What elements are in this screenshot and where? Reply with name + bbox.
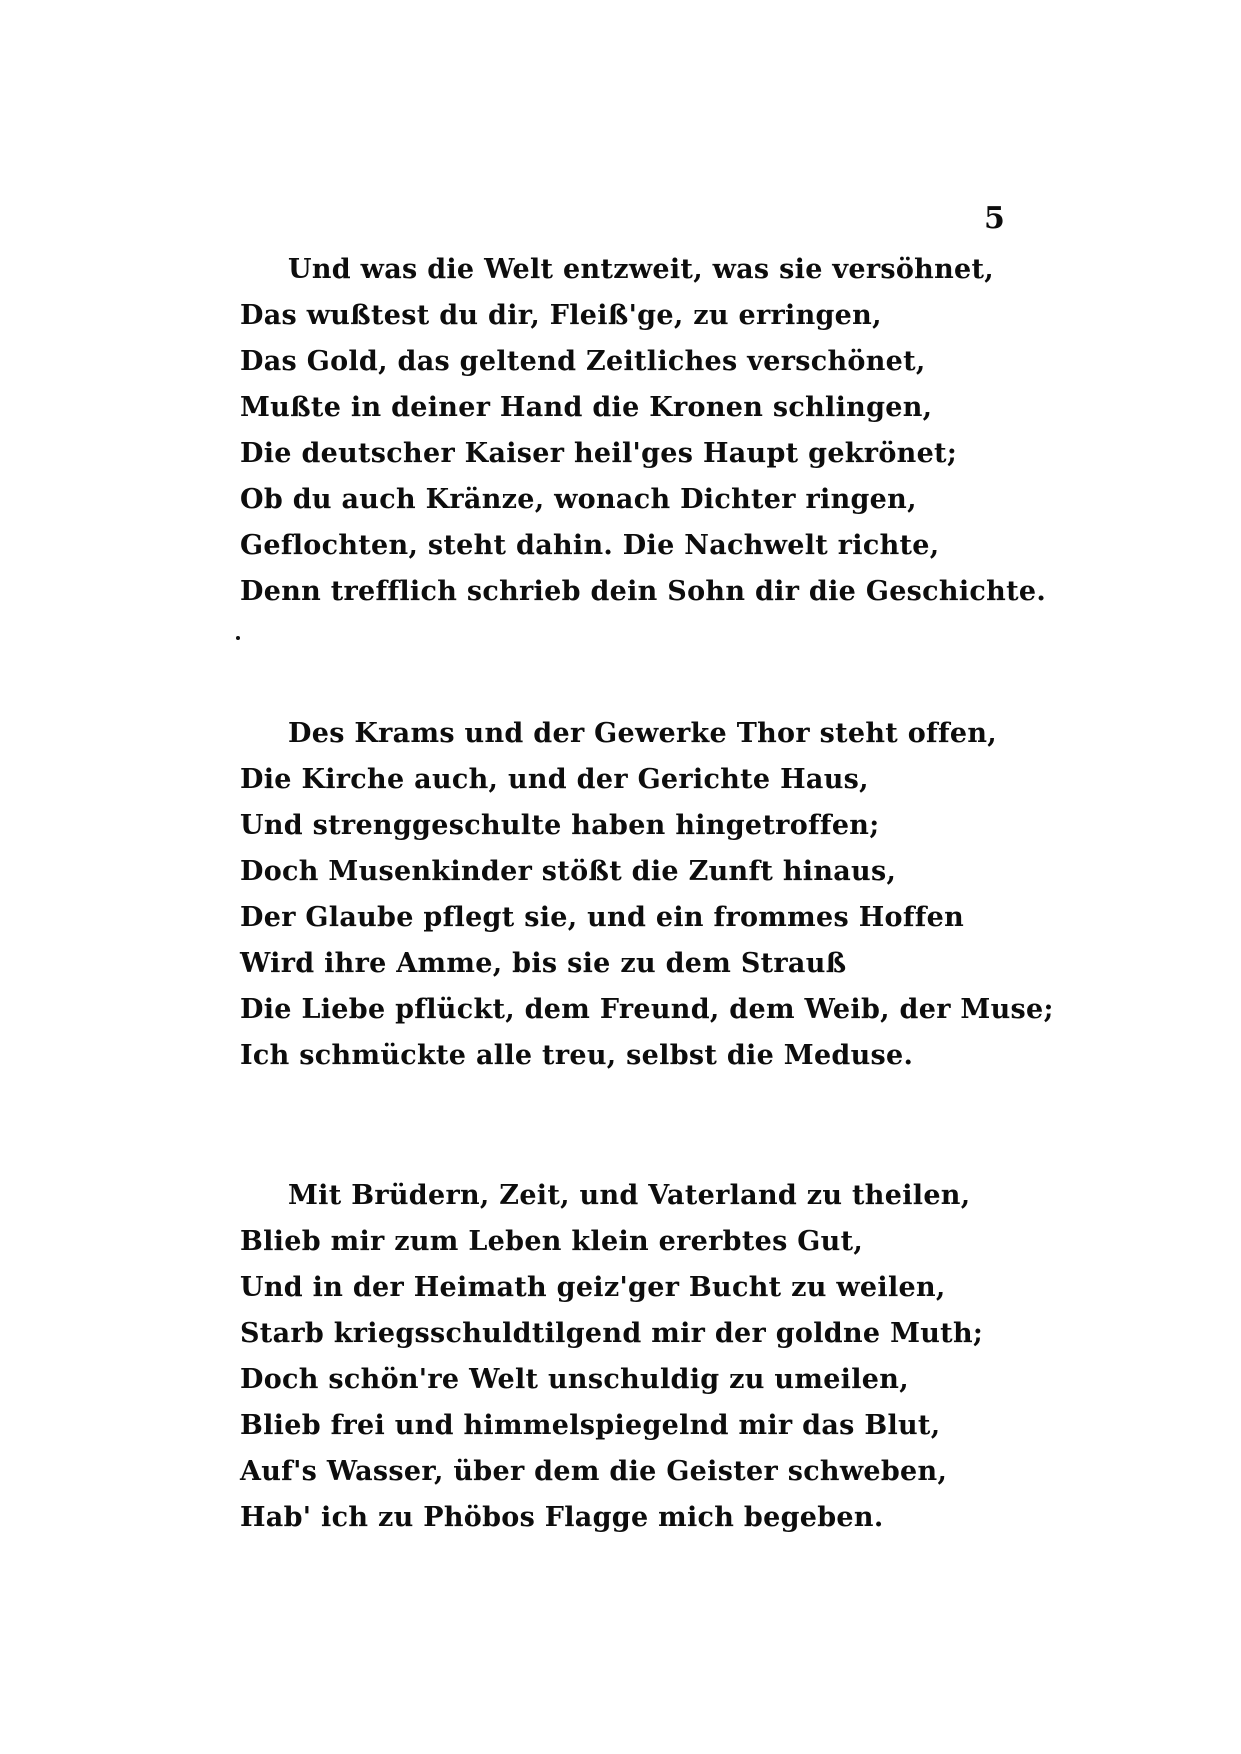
verse-line: Denn trefflich schrieb dein Sohn dir die Geschichte. xyxy=(240,576,1047,607)
verse-line: Die deutscher Kaiser heil'ges Haupt gekrönet; xyxy=(240,438,958,469)
verse-line: Hab' ich zu Phöbos Flagge mich begeben. xyxy=(240,1502,884,1533)
verse-line: Wird ihre Amme, bis sie zu dem Strauß xyxy=(240,948,847,979)
verse-line: Das Gold, das geltend Zeitliches verschönet, xyxy=(240,346,926,377)
verse-line: Und in der Heimath geiz'ger Bucht zu weilen, xyxy=(240,1272,946,1303)
verse-line: Geflochten, steht dahin. Die Nachwelt richte, xyxy=(240,530,940,561)
verse-line: Blieb mir zum Leben klein ererbtes Gut, xyxy=(240,1226,864,1257)
verse-line: Und strenggeschulte haben hingetroffen; xyxy=(240,810,880,841)
verse-line: Die Kirche auch, und der Gerichte Haus, xyxy=(240,764,869,795)
ink-speck xyxy=(236,636,240,640)
stanza-3 xyxy=(240,1173,1000,1541)
verse-line: Mit Brüdern, Zeit, und Vaterland zu theilen, xyxy=(288,1180,971,1211)
verse-line: Starb kriegsschuldtilgend mir der goldne Muth; xyxy=(240,1318,984,1349)
verse-line: Auf's Wasser, über dem die Geister schweben, xyxy=(240,1456,948,1487)
verse-line: Das wußtest du dir, Fleiß'ge, zu erringen, xyxy=(240,300,882,331)
page-number: 5 xyxy=(984,201,1005,236)
verse-line: Ob du auch Kränze, wonach Dichter ringen, xyxy=(240,484,917,515)
verse-line: Des Krams und der Gewerke Thor steht offen, xyxy=(288,718,997,749)
stanza-1 xyxy=(240,247,1047,615)
verse-line: Doch Musenkinder stößt die Zunft hinaus, xyxy=(240,856,897,887)
verse-line: Doch schön're Welt unschuldig zu umeilen, xyxy=(240,1364,909,1395)
verse-line: Die Liebe pflückt, dem Freund, dem Weib, der Muse; xyxy=(240,994,1054,1025)
verse-line: Ich schmückte alle treu, selbst die Meduse. xyxy=(240,1040,914,1071)
verse-line: Der Glaube pflegt sie, und ein frommes Hoffen xyxy=(240,902,965,933)
verse-line: Blieb frei und himmelspiegelnd mir das Blut, xyxy=(240,1410,941,1441)
stanza-2 xyxy=(240,711,1054,1079)
verse-line: Mußte in deiner Hand die Kronen schlingen, xyxy=(240,392,933,423)
verse-line: Und was die Welt entzweit, was sie versöhnet, xyxy=(288,254,994,285)
